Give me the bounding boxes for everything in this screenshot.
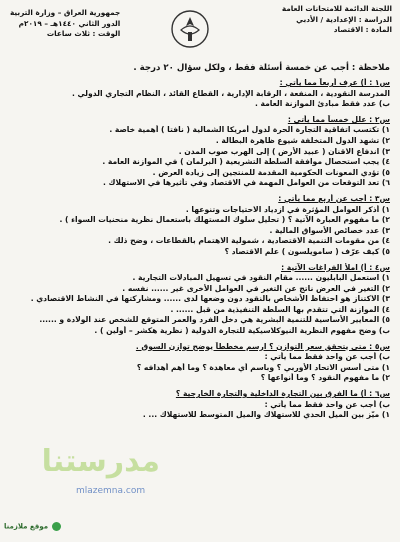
question-6-title: س٦ : أ) ما الفرق بين التجارة الداخلية والتجارة الخارجية ؟: [175, 389, 390, 399]
ministry-emblem-icon: [169, 8, 211, 50]
question-3-item: ٣) عدد خصائص الأسواق المالية .: [269, 225, 390, 235]
exam-duration: الوقت : ثلاث ساعات: [46, 29, 121, 38]
committee-name: اللجنة الدائمة للامتحانات العامة: [281, 4, 392, 13]
question-2-item: ٣) اندفاع الاقنان ( عبيد الأرض ) إلى الهرب صوب المدن .: [178, 146, 390, 156]
question-2-item: ٢) تشهد الدول المتخلفة شيوع ظاهرة البطالة .: [215, 135, 390, 145]
ministry-name: جمهورية العراق – وزارة التربية: [10, 8, 121, 17]
question-3-title: س٣ : أجب عن أربع مما يأتي :: [278, 193, 390, 203]
question-6-part-b: ب) أجب عن واحد فقط مما يأتي :: [264, 399, 390, 409]
question-2-title: س٢ : علل خمساً مما يأتي :: [287, 114, 390, 124]
question-1-part-b: ب) عدد فقط مبادئ الموازنة العامة .: [254, 99, 390, 109]
question-4-item: ٥) المعايير الأساسية للتنمية البشرية هي دخل الفرد والعمر المتوقع للشخص عند الولادة و ......: [39, 315, 390, 325]
subject-name: المادة : الاقتصاد: [333, 25, 392, 34]
question-3-item: ٤) من مقومات التنمية الاقتصادية ، شمولية الاهتمام بالقطاعات ، وضح ذلك .: [108, 236, 390, 246]
question-1-terms: المدرسة النقودية ، المنفعة ، الرقابة الإدارية ، القطاع القائد ، النظام التجاري الدولي .: [71, 88, 390, 98]
question-2-item: ٥) تؤدي المعونات الحكومية المقدمة للمنتجين إلى زيادة العرض .: [152, 167, 390, 177]
question-1-title: س١ : أ) عرف أربعاً مما يأتي :: [279, 78, 390, 87]
question-5-item: ١) متى أسس الاتحاد الأوربي ؟ وباسم أي معاهدة ؟ وما أهم أهدافه ؟: [136, 362, 390, 372]
question-4-part-b: ب) وضح مفهوم النظرية النيوكلاسيكية للتجارة الدولية ( نظرية هكشر – أولين ) .: [94, 326, 390, 336]
header-left-block: [10, 8, 120, 40]
question-2-item: ١) تكتسب اتفاقية التجارة الحرة لدول أمريكا الشمالية ( نافتا ) أهمية خاصة .: [109, 125, 390, 135]
watermark-url: mlazemna.com: [76, 486, 146, 496]
question-5-part-b: ب) أجب عن واحد فقط مما يأتي :: [264, 352, 390, 362]
question-4-item: ٢) التغير في العرض ناتج عن التغير في العوامل الأخرى غير ...... نفسه .: [122, 283, 390, 293]
question-2-item: ٦) تعد التوقعات من العوامل المهمة في الاقتصاد وفي تأثيرها في الاستهلاك .: [103, 178, 390, 188]
question-4-item: ٣) الاكتناز هو احتفاظ الأشخاص بالنقود دون وضعها لدى ...... ومشاركتها في النشاط الاقتصادي .: [30, 294, 390, 304]
watermark-site: [4, 522, 61, 531]
questions-body: [12, 78, 390, 421]
question-4-title: س٤ : أ) املأ الفراغات الآتية :: [281, 262, 390, 272]
question-3-item: ٢) ما مفهوم العبارة الآتية ؟ ( تحليل سلوك المستهلك باستعمال نظرية منحنيات السواء ) .: [59, 215, 390, 225]
header-right-block: [282, 4, 392, 36]
exam-header: [6, 4, 394, 62]
question-3-item: ٥) كيف عرّف ( سامويلسون ) علم الاقتصاد ؟: [224, 246, 390, 256]
question-5-item: ٢) ما مفهوم النقود ؟ وما أنواعها ؟: [260, 373, 390, 383]
question-4-item: ٤) الموازنة التي تتقدم بها السلطة التنفيذية من قبل ...... .: [170, 304, 390, 314]
question-6-item: ١) ميّز بين الميل الحدي للاستهلاك والميل المتوسط للاستهلاك ... .: [142, 410, 390, 420]
watermark-logo: مدرستنا: [41, 444, 160, 479]
exam-note: ملاحظة : أجب عن خمسة أسئلة فقط ، ولكل سؤال ٢٠ درجة .: [133, 63, 390, 73]
question-3-item: ١) أذكر العوامل المؤثرة في ازدياد الاحتياجات وتنوعها .: [185, 204, 390, 214]
question-2-item: ٤) يجب استحصال موافقة السلطة التشريعية ( البرلمان ) في الموازنة العامة .: [102, 157, 390, 167]
watermark-site-label: موقع ملازمنا: [4, 522, 49, 531]
site-logo-icon: [52, 522, 61, 531]
study-branch: الدراسة : الإعدادية / الأدبي: [296, 14, 392, 24]
question-4-item: ١) استعمل البابليون ...... مقام النقود في تسهيل المبادلات التجارية .: [132, 273, 390, 283]
exam-round: الدور الثاني ١٤٤٠هـ – ٢٠١٩م: [18, 18, 121, 28]
question-5-title: س٥ : متى يتحقق سعر التوازن ؟ ارسم مخططاً يوضح توازن السوق .: [135, 341, 390, 351]
